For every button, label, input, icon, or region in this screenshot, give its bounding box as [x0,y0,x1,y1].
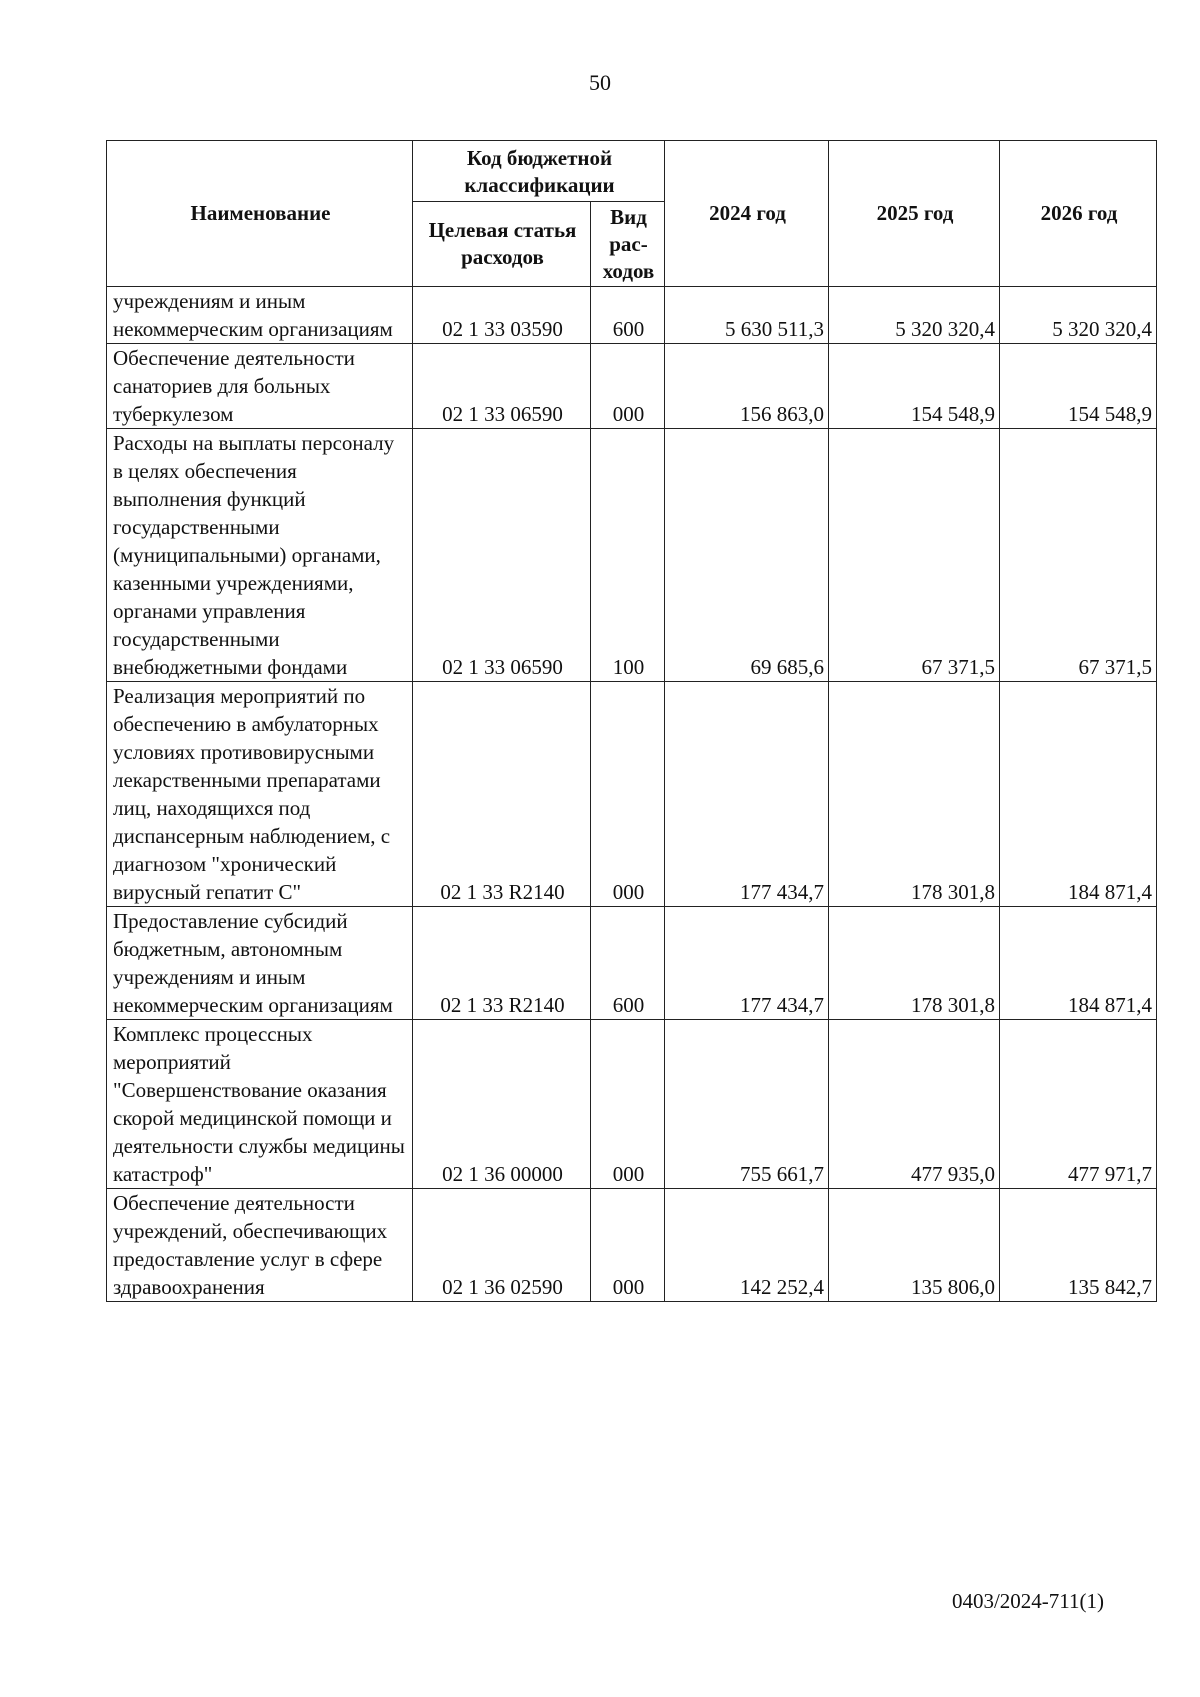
row-amount-2026: 184 871,4 [1000,907,1157,1020]
header-expense-type: Вид рас-ходов [591,202,665,287]
row-amount-2024: 5 630 511,3 [665,287,829,344]
document-registration-number: 0403/2024-711(1) [951,1589,1104,1613]
row-name: Реализация мероприятий по обеспечению в амбулаторных условиях противовирусными лекарственными препаратами лиц, находящихся под диспансерным наблюдением, с диагнозом "хронический вирусный гепатит С" [107,682,413,907]
row-target-code: 02 1 36 00000 [413,1020,591,1189]
row-amount-2024: 177 434,7 [665,907,829,1020]
table-row [107,429,1157,682]
row-amount-2025: 178 301,8 [829,907,1000,1020]
row-expense-type: 600 [591,287,665,344]
page-number: 50 [589,70,611,95]
row-name: учреждениям и иным некоммерческим организациям [107,287,413,344]
row-amount-2024: 69 685,6 [665,429,829,682]
row-amount-2024: 156 863,0 [665,344,829,429]
table-header-row [107,141,1157,202]
row-expense-type: 000 [591,344,665,429]
row-name: Расходы на выплаты персоналу в целях обеспечения выполнения функций государственными (муниципальными) органами, казенными учреждениями, органами управления государственными внебюджетными фондами [107,429,413,682]
row-amount-2025: 5 320 320,4 [829,287,1000,344]
table-row [107,1189,1157,1302]
row-amount-2024: 177 434,7 [665,682,829,907]
row-expense-type: 000 [591,1189,665,1302]
row-amount-2026: 135 842,7 [1000,1189,1157,1302]
row-amount-2025: 154 548,9 [829,344,1000,429]
row-amount-2025: 67 371,5 [829,429,1000,682]
row-amount-2026: 184 871,4 [1000,682,1157,907]
header-budget-code: Код бюджетной классификации [413,141,665,202]
row-amount-2024: 142 252,4 [665,1189,829,1302]
header-target-article: Целевая статья расходов [413,202,591,287]
row-amount-2025: 178 301,8 [829,682,1000,907]
row-target-code: 02 1 33 06590 [413,344,591,429]
row-name: Обеспечение деятельности санаториев для больных туберкулезом [107,344,413,429]
table-row [107,344,1157,429]
table-row [107,1020,1157,1189]
row-name: Предоставление субсидий бюджетным, автономным учреждениям и иным некоммерческим организациям [107,907,413,1020]
header-2025: 2025 год [829,141,1000,287]
row-amount-2025: 135 806,0 [829,1189,1000,1302]
row-target-code: 02 1 36 02590 [413,1189,591,1302]
header-2024: 2024 год [665,141,829,287]
row-name: Комплекс процессных мероприятий "Совершенствование оказания скорой медицинской помощи и деятельности службы медицины катастроф" [107,1020,413,1189]
row-amount-2026: 67 371,5 [1000,429,1157,682]
row-target-code: 02 1 33 06590 [413,429,591,682]
row-target-code: 02 1 33 R2140 [413,907,591,1020]
row-amount-2026: 477 971,7 [1000,1020,1157,1189]
table-row [107,682,1157,907]
row-target-code: 02 1 33 R2140 [413,682,591,907]
header-name: Наименование [107,141,413,287]
row-amount-2025: 477 935,0 [829,1020,1000,1189]
row-expense-type: 000 [591,1020,665,1189]
row-expense-type: 100 [591,429,665,682]
row-target-code: 02 1 33 03590 [413,287,591,344]
table-row [107,287,1157,344]
row-amount-2024: 755 661,7 [665,1020,829,1189]
row-expense-type: 600 [591,907,665,1020]
row-amount-2026: 5 320 320,4 [1000,287,1157,344]
row-expense-type: 000 [591,682,665,907]
header-2026: 2026 год [1000,141,1157,287]
row-name: Обеспечение деятельности учреждений, обеспечивающих предоставление услуг в сфере здравоохранения [107,1189,413,1302]
budget-table [106,140,1157,1302]
table-row [107,907,1157,1020]
row-amount-2026: 154 548,9 [1000,344,1157,429]
